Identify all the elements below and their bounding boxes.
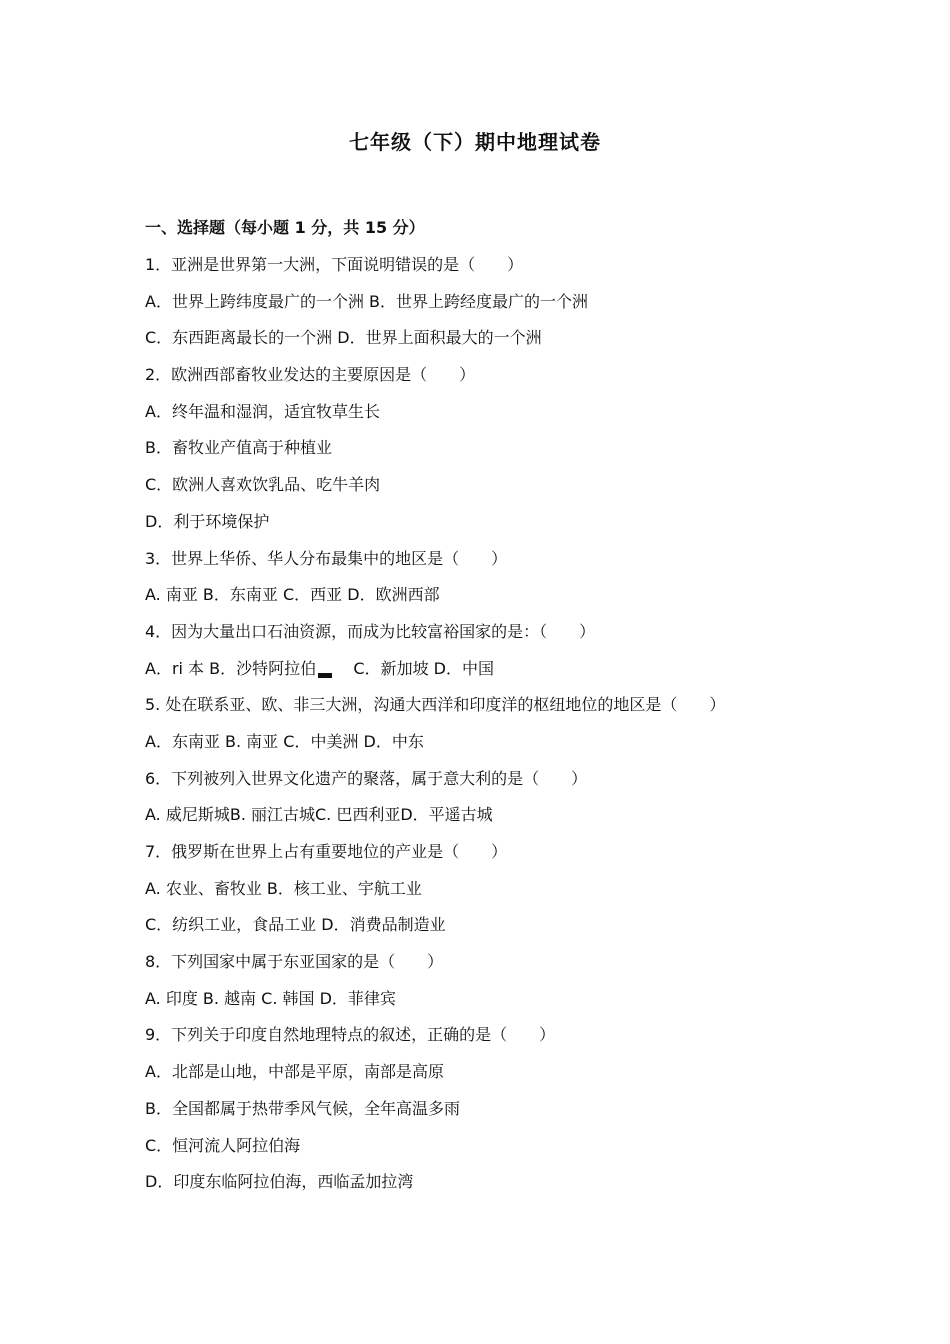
question-4-options-head: A．ri 本 B．沙特阿拉伯	[145, 658, 317, 678]
question-7-options-ab: A. 农业、畜牧业 B．核工业、宇航工业	[145, 878, 422, 898]
question-3: 3．世界上华侨、华人分布最集中的地区是（ ）	[145, 548, 508, 568]
question-8-options: A. 印度 B. 越南 C. 韩国 D．菲律宾	[145, 988, 396, 1008]
question-list	[145, 216, 845, 1207]
question-2: 2．欧洲西部畜牧业发达的主要原因是（ ）	[145, 365, 476, 385]
question-3-options: A. 南亚 B．东南亚 C．西亚 D．欧洲西部	[145, 585, 440, 605]
question-6: 6．下列被列入世界文化遗产的聚落，属于意大利的是（ ）	[145, 768, 588, 788]
section-heading: 一、选择题（每小题 1 分，共 15 分）	[145, 218, 425, 237]
question-9-option-b: B．全国都属于热带季风气候，全年高温多雨	[145, 1098, 460, 1118]
question-9-option-c: C．恒河流人阿拉伯海	[145, 1135, 301, 1155]
question-4-options	[145, 657, 845, 681]
question-1-options-cd: C．东西距离最长的一个洲 D．世界上面积最大的一个洲	[145, 328, 542, 348]
question-5-options: A．东南亚 B. 南亚 C．中美洲 D．中东	[145, 731, 424, 751]
question-2-option-d: D．利于环境保护	[145, 511, 270, 531]
question-2-option-b: B．畜牧业产值高于种植业	[145, 438, 332, 458]
question-4-options-tail: C．新加坡 D．中国	[353, 658, 494, 678]
question-2-option-c: C．欧洲人喜欢饮乳品、吃牛羊肉	[145, 475, 381, 495]
question-7: 7．俄罗斯在世界上占有重要地位的产业是（ ）	[145, 842, 508, 861]
exam-title: 七年级（下）期中地理试卷	[349, 130, 601, 154]
question-2-option-a: A．终年温和湿润，适宜牧草生长	[145, 401, 380, 421]
question-5: 5. 处在联系亚、欧、非三大洲，沟通大西洋和印度洋的枢纽地位的地区是（ ）	[145, 695, 726, 715]
question-9-option-a: A．北部是山地，中部是平原，南部是高原	[145, 1062, 444, 1082]
question-9-option-d: D．印度东临阿拉伯海，西临孟加拉湾	[145, 1172, 414, 1192]
question-1-options-ab: A．世界上跨纬度最广的一个洲 B．世界上跨经度最广的一个洲	[145, 291, 589, 311]
question-7-options-cd: C．纺织工业，食品工业 D．消费品制造业	[145, 915, 446, 935]
question-8: 8．下列国家中属于东亚国家的是（ ）	[145, 952, 444, 972]
question-4: 4．因为大量出口石油资源，而成为比较富裕国家的是：（ ）	[145, 621, 596, 641]
question-9: 9．下列关于印度自然地理特点的叙述，正确的是（ ）	[145, 1025, 556, 1045]
question-1: 1．亚洲是世界第一大洲，下面说明错误的是（ ）	[145, 255, 524, 274]
question-6-options: A. 威尼斯城B. 丽江古城C. 巴西利亚D．平遥古城	[145, 805, 493, 825]
ink-mark	[318, 673, 332, 678]
